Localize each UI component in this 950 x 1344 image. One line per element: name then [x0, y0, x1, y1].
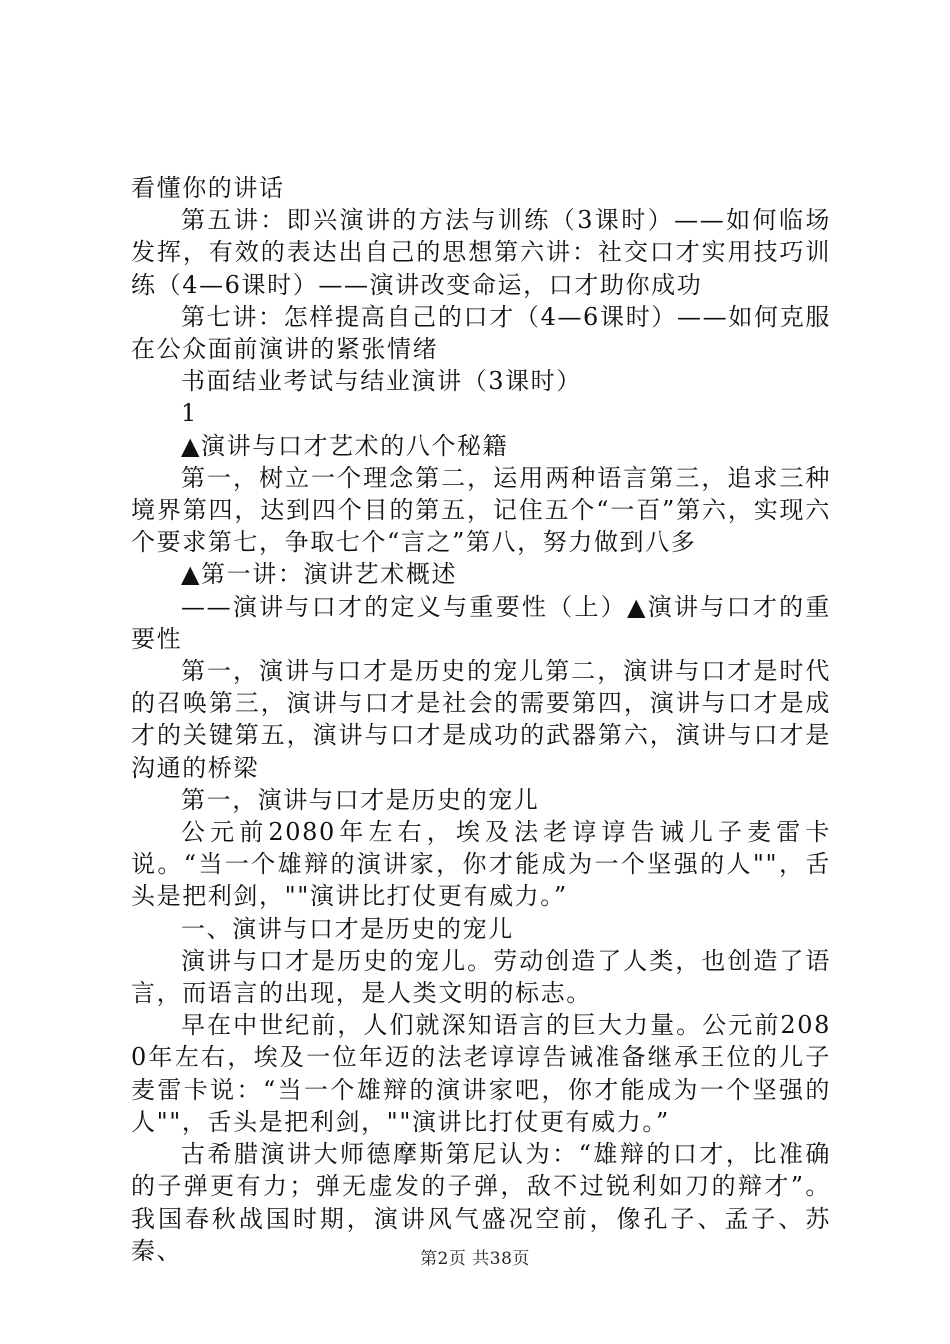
paragraph: 第一，树立一个理念第二，运用两种语言第三，追求三种境界第四，达到四个目的第五，记住五个“一百”第六，实现六个要求第七，争取七个“言之”第八，努力做到八多 — [131, 463, 831, 557]
document-body — [131, 172, 831, 1267]
paragraph: 第一，演讲与口才是历史的宠儿第二，演讲与口才是时代的召唤第三，演讲与口才是社会的需要第四，演讲与口才是成才的关键第五，演讲与口才是成功的武器第六，演讲与口才是沟通的桥梁 — [131, 657, 831, 782]
paragraph: 第五讲：即兴演讲的方法与训练（3课时）——如何临场发挥，有效的表达出自己的思想第六讲：社交口才实用技巧训练（4—6课时）——演讲改变命运，口才助你成功 — [131, 206, 831, 299]
paragraph: 看懂你的讲话 — [131, 174, 285, 202]
paragraph: 一、演讲与口才是历史的宠儿 — [181, 914, 514, 943]
paragraph: 早在中世纪前，人们就深知语言的巨大力量。公元前2080年左右，埃及一位年迈的法老谆谆告诫准备继承王位的儿子麦雷卡说：“当一个雄辩的演讲家吧，你才能成为一个坚强的人""，舌头是把利剑，""演讲比打仗更有威力。” — [131, 1011, 831, 1136]
paragraph: 1 — [181, 399, 198, 428]
paragraph: 古希腊演讲大师德摩斯第尼认为：“雄辩的口才，比准确的子弹更有力；弹无虚发的子弹，敌不过锐利如刀的辩才”。我国春秋战国时期，演讲风气盛况空前，像孔子、孟子、苏秦、 — [131, 1140, 831, 1265]
paragraph: ——演讲与口才的定义与重要性（上）▲演讲与口才的重要性 — [131, 592, 831, 653]
paragraph: 公元前2080年左右，埃及法老谆谆告诫儿子麦雷卡说。“当一个雄辩的演讲家，你才能成为一个坚强的人""，舌头是把利剑，""演讲比打仗更有威力。” — [131, 818, 831, 911]
paragraph: 书面结业考试与结业演讲（3课时） — [181, 367, 582, 396]
page-number-footer: 第2页 共38页 — [420, 1249, 530, 1269]
paragraph: 第七讲：怎样提高自己的口才（4—6课时）——如何克服在公众面前演讲的紧张情绪 — [131, 302, 831, 364]
paragraph: 演讲与口才是历史的宠儿。劳动创造了人类，也创造了语言，而语言的出现，是人类文明的标志。 — [131, 946, 831, 1008]
paragraph: ▲演讲与口才艺术的八个秘籍 — [181, 431, 509, 460]
paragraph: 第一，演讲与口才是历史的宠儿 — [181, 785, 540, 814]
paragraph: ▲第一讲：演讲艺术概述 — [181, 560, 458, 589]
